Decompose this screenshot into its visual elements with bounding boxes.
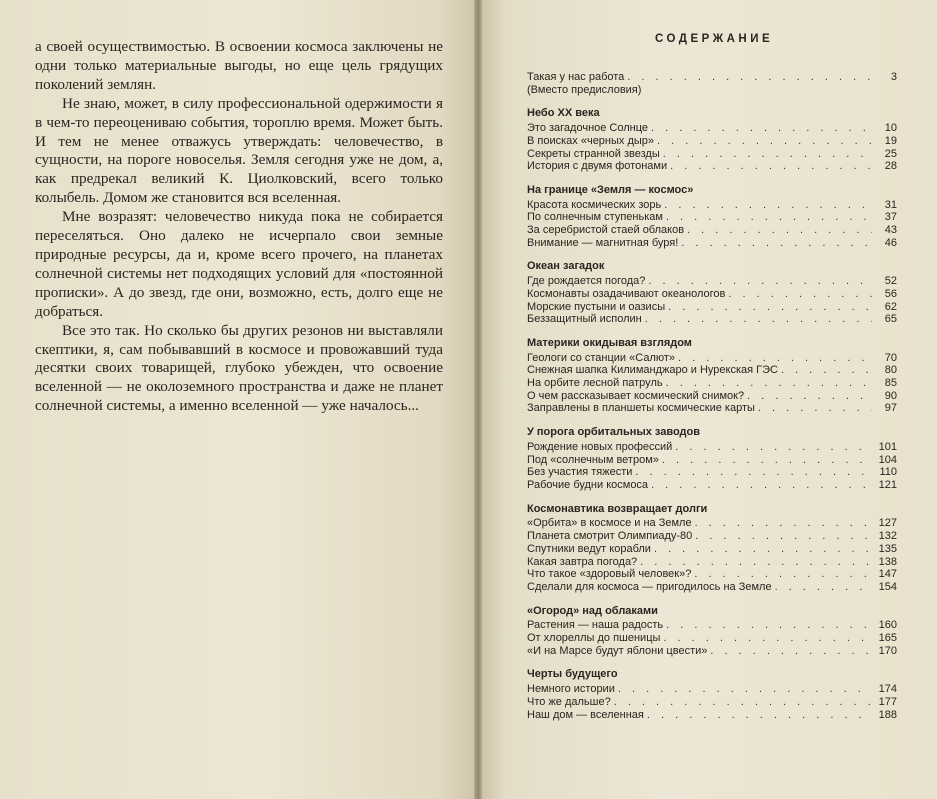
toc-entry-page: 56 xyxy=(884,287,897,300)
toc-entry xyxy=(527,709,897,722)
dot-leader xyxy=(666,619,872,632)
toc-entry xyxy=(527,466,897,479)
toc-section xyxy=(527,605,897,658)
toc-entry-page: 135 xyxy=(878,542,897,555)
toc-entry-page: 127 xyxy=(878,517,897,530)
toc-entry-title: Секреты странной звезды xyxy=(527,147,660,160)
toc-entry xyxy=(527,224,897,237)
toc-section-heading: У порога орбитальных заводов xyxy=(527,426,701,439)
toc-entry-page: 25 xyxy=(884,147,897,160)
toc-sections xyxy=(527,107,897,721)
toc-entry-title: Красота космических зорь xyxy=(527,198,662,211)
toc-entry xyxy=(527,556,897,569)
dot-leader xyxy=(694,568,872,581)
toc-entry xyxy=(527,288,897,301)
toc-section xyxy=(527,337,897,415)
toc-entry-page: 138 xyxy=(878,555,897,568)
dot-leader xyxy=(635,466,872,479)
toc-entry-title: Такая у нас работа xyxy=(527,71,625,83)
toc-entry-page: 3 xyxy=(890,71,897,83)
toc-section-heading: «Огород» над облаками xyxy=(527,604,658,617)
toc-section-heading: Небо XX века xyxy=(527,107,600,120)
toc-entry-page: 10 xyxy=(884,122,897,135)
toc-section xyxy=(527,503,897,594)
toc-entry xyxy=(527,352,897,365)
toc-entry-title: Рождение новых профессий xyxy=(527,440,673,453)
dot-leader xyxy=(681,237,872,250)
toc-entry xyxy=(527,402,897,415)
toc-entry xyxy=(527,683,897,696)
toc-entry xyxy=(527,364,897,377)
toc-entry xyxy=(527,441,897,454)
toc-entry xyxy=(527,696,897,709)
toc-entry xyxy=(527,301,897,314)
toc-entry-page: 188 xyxy=(878,708,897,721)
toc-entry xyxy=(527,211,897,224)
book-gutter xyxy=(474,0,482,799)
dot-leader xyxy=(614,696,872,709)
toc-section-heading: На границе «Земля — космос» xyxy=(527,183,694,196)
toc-section-heading: Черты будущего xyxy=(527,668,618,681)
toc-entry-title: «И на Марсе будут яблони цвести» xyxy=(527,644,708,657)
toc-entry xyxy=(527,148,897,161)
toc-entry xyxy=(527,199,897,212)
toc-entry-title: «Орбита» в космосе и на Земле xyxy=(527,517,692,530)
toc-entry-page: 132 xyxy=(878,530,897,543)
toc-entry xyxy=(527,135,897,148)
toc-entry-page: 170 xyxy=(878,644,897,657)
dot-leader xyxy=(654,543,872,556)
dot-leader xyxy=(666,211,872,224)
toc-entry-page: 121 xyxy=(878,478,897,491)
paragraph: Не знаю, может, в силу профессиональной одержимости я в чем-то переоцениваю события, тороплю время. Может быть. И тем не менее отважусь утверждать: человечество, в сущности, на пороге новоселья. Земля сегодня уже не дом, а, как предрекал великий К. Циолковский, всего только колыбель. Домом же становится вся вселенная. xyxy=(35,94,443,207)
toc-entry-title: Какая завтра погода? xyxy=(527,555,638,568)
toc-section-heading: Материки окидывая взглядом xyxy=(527,336,692,349)
dot-leader xyxy=(651,479,872,492)
toc-entry xyxy=(527,237,897,250)
toc-entry xyxy=(527,313,897,326)
toc-entry-page: 101 xyxy=(878,440,897,453)
dot-leader xyxy=(657,135,872,148)
toc-intro xyxy=(527,71,897,96)
dot-leader xyxy=(728,288,872,301)
dot-leader xyxy=(668,301,872,314)
toc-entry-title: За серебристой стаей облаков xyxy=(527,224,685,237)
toc-entry-title: Сделали для космоса — пригодилось на Земле xyxy=(527,580,772,593)
dot-leader xyxy=(648,275,872,288)
toc-entry-title: Снежная шапка Килиманджаро и Нурекская ГЭС xyxy=(527,364,778,377)
toc-entry-title: Без участия тяжести xyxy=(527,466,633,479)
toc-entry xyxy=(527,543,897,556)
toc-entry-title: Растения — наша радость xyxy=(527,619,664,632)
toc-entry xyxy=(527,71,897,84)
toc-entry-page: 110 xyxy=(879,466,897,479)
toc-entry-title: По солнечным ступенькам xyxy=(527,211,663,224)
toc-entry-page: 154 xyxy=(878,580,897,593)
toc-section xyxy=(527,184,897,250)
dot-leader xyxy=(747,390,872,403)
toc-entry-title: Заправлены в планшеты космические карты xyxy=(527,402,755,415)
toc-entry-page: 160 xyxy=(878,619,897,632)
toc-entry-title: История с двумя фотонами xyxy=(527,160,668,173)
toc-section xyxy=(527,260,897,326)
dot-leader xyxy=(627,71,872,84)
dot-leader xyxy=(663,632,872,645)
dot-leader xyxy=(647,709,872,722)
toc-entry xyxy=(527,619,897,632)
toc-entry-title: Космонавты озадачивают океанологов xyxy=(527,287,726,300)
toc-entry-page: 70 xyxy=(884,351,897,364)
dot-leader xyxy=(710,645,872,658)
toc-entry xyxy=(527,517,897,530)
toc-entry-page: 52 xyxy=(884,275,897,288)
toc-entry-page: 43 xyxy=(884,224,897,237)
dot-leader xyxy=(651,122,872,135)
table-of-contents xyxy=(527,71,897,732)
toc-entry-page: 62 xyxy=(884,300,897,313)
toc-title: СОДЕРЖАНИЕ xyxy=(655,33,774,45)
toc-entry-title: Внимание — магнитная буря! xyxy=(527,236,679,249)
toc-entry xyxy=(527,377,897,390)
toc-entry-title: Рабочие будни космоса xyxy=(527,478,649,491)
toc-entry-title: Геологи со станции «Салют» xyxy=(527,351,676,364)
paragraph: а своей осуществимостью. В освоении космоса заключены не одни только материальные выгоды, но еще цель грядущих поколений землян. xyxy=(35,38,443,93)
toc-section-heading: Океан загадок xyxy=(527,260,605,273)
toc-entry xyxy=(527,632,897,645)
dot-leader xyxy=(670,160,872,173)
toc-entry-title: О чем рассказывает космический снимок? xyxy=(527,389,745,402)
toc-entry-title: Что же дальше? xyxy=(527,695,611,708)
toc-entry xyxy=(527,454,897,467)
paragraph: Мне возразят: человечество никуда пока не собирается переселяться. Оно далеко не исчерпало свои земные природные ресурсы, да и, кроме всего прочего, на планетах солнечной системы нет подходящих условий для «постоянной прописки». А до звезд, где они, возможно, есть, долго еще не добраться. xyxy=(35,208,443,320)
toc-entry-title: Морские пустыни и оазисы xyxy=(527,300,666,313)
toc-entry xyxy=(527,645,897,658)
toc-entry-page: 19 xyxy=(884,134,897,147)
toc-entry xyxy=(527,530,897,543)
dot-leader xyxy=(781,364,872,377)
toc-entry xyxy=(527,122,897,135)
toc-entry-page: 165 xyxy=(878,632,897,645)
left-page-text xyxy=(35,38,443,416)
toc-entry xyxy=(527,160,897,173)
toc-entry-title: В поисках «черных дыр» xyxy=(527,134,655,147)
dot-leader xyxy=(666,377,872,390)
toc-entry-page: 28 xyxy=(884,160,897,173)
toc-entry xyxy=(527,479,897,492)
toc-entry-title: Наш дом — вселенная xyxy=(527,708,644,721)
dot-leader xyxy=(618,683,872,696)
toc-entry-page: 90 xyxy=(884,389,897,402)
toc-entry-title: Под «солнечным ветром» xyxy=(527,453,659,466)
toc-entry xyxy=(527,275,897,288)
toc-entry-page: 174 xyxy=(878,683,897,696)
paragraph: Все это так. Но сколько бы других резонов ни выставляли скептики, я, сам побывавший в космосе и провожавший туда десятки своих товарищей, глубоко убежден, что освоение вселенной — не околоземного пространства и даже не планет солнечной системы, а именно вселенной — уже началось... xyxy=(35,321,443,415)
dot-leader xyxy=(664,199,872,212)
dot-leader xyxy=(775,581,872,594)
dot-leader xyxy=(687,224,872,237)
toc-entry-page: 177 xyxy=(878,695,897,708)
toc-entry-title: От хлореллы до пшеницы xyxy=(527,632,661,645)
toc-entry-page: 85 xyxy=(884,377,897,390)
toc-entry-page: 37 xyxy=(884,211,897,224)
toc-entry-page: 46 xyxy=(884,236,897,249)
toc-section xyxy=(527,668,897,721)
toc-section xyxy=(527,426,897,492)
toc-entry-title: Спутники ведут корабли xyxy=(527,542,651,555)
toc-entry-page: 97 xyxy=(884,402,897,415)
toc-entry-page: 65 xyxy=(884,313,897,326)
dot-leader xyxy=(640,556,872,569)
toc-entry-title: Где рождается погода? xyxy=(527,275,646,288)
toc-intro-note: (Вместо предисловия) xyxy=(527,83,642,96)
toc-entry-title: На орбите лесной патруль xyxy=(527,377,663,390)
dot-leader xyxy=(695,530,872,543)
toc-entry-page: 31 xyxy=(884,198,897,211)
toc-entry-title: Планета смотрит Олимпиаду-80 xyxy=(527,530,693,543)
toc-entry-page: 80 xyxy=(884,364,897,377)
dot-leader xyxy=(695,517,872,530)
toc-entry xyxy=(527,568,897,581)
toc-entry-page: 104 xyxy=(878,453,897,466)
toc-entry-page: 147 xyxy=(878,568,897,581)
toc-entry xyxy=(527,581,897,594)
toc-entry xyxy=(527,390,897,403)
toc-entry-title: Что такое «здоровый человек»? xyxy=(527,568,692,581)
toc-entry-title: Беззащитный исполин xyxy=(527,313,642,326)
dot-leader xyxy=(675,441,872,454)
toc-section-heading: Космонавтика возвращает долги xyxy=(527,502,708,515)
toc-entry-title: Немного истории xyxy=(527,683,615,696)
dot-leader xyxy=(678,352,872,365)
dot-leader xyxy=(662,454,872,467)
dot-leader xyxy=(663,148,872,161)
toc-entry-title: Это загадочное Солнце xyxy=(527,122,649,135)
toc-section xyxy=(527,107,897,173)
dot-leader xyxy=(758,402,872,415)
dot-leader xyxy=(645,313,872,326)
